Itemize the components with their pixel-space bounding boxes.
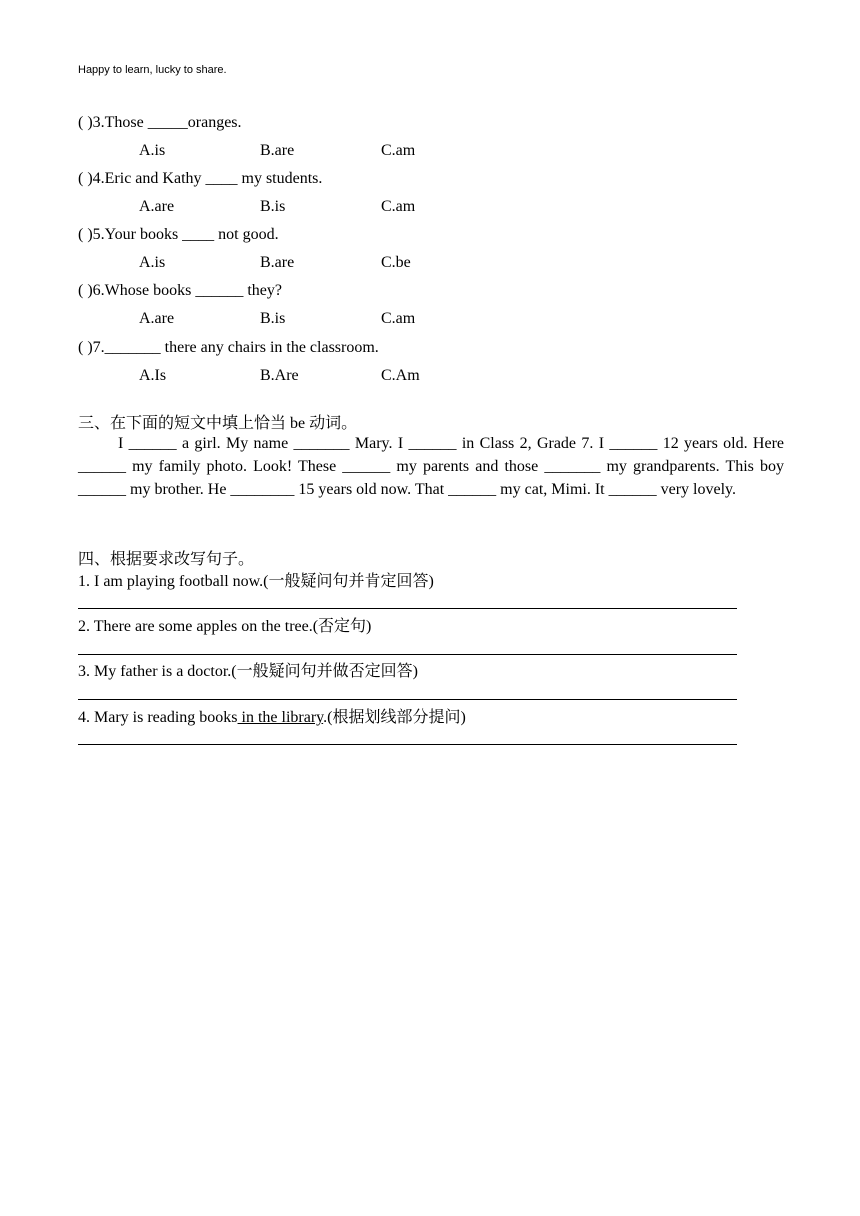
- option-b: B.are: [260, 254, 295, 271]
- option-a: A.is: [139, 254, 166, 271]
- option-c: C.be: [381, 254, 411, 271]
- option-b: B.are: [260, 142, 295, 159]
- option-c: C.am: [381, 142, 416, 159]
- rewrite-item-4-after: .(根据划线部分提问): [323, 709, 466, 726]
- question-5-options: [139, 254, 502, 272]
- passage-text: I ______ a girl. My name _______ Mary. I ______ in Class 2, Grade 7. I ______ 12 years old. Here ______ my family photo. Look! These ______ my parents and those _______ my grandparents. This boy ______ my brother. He ________ 15 years old now. That ______ my cat, Mimi. It ______ very lovely.: [78, 435, 784, 498]
- rewrite-item-2: 2. There are some apples on the tree.(否定句): [78, 618, 372, 635]
- question-3-stem: ( )3.Those _____oranges.: [78, 114, 242, 131]
- option-a: A.Is: [139, 367, 167, 384]
- question-4-options: [139, 198, 502, 216]
- option-a: A.are: [139, 198, 175, 215]
- question-6-stem: ( )6.Whose books ______ they?: [78, 282, 282, 299]
- option-c: C.Am: [381, 367, 420, 384]
- option-b: B.Are: [260, 367, 299, 384]
- option-b: B.is: [260, 198, 286, 215]
- section-3-title: 三、在下面的短文中填上恰当 be 动词。: [78, 415, 358, 432]
- underlined-phrase: in the library: [237, 709, 324, 726]
- option-c: C.am: [381, 310, 416, 327]
- question-5-stem: ( )5.Your books ____ not good.: [78, 226, 279, 243]
- rewrite-item-3: 3. My father is a doctor.(一般疑问句并做否定回答): [78, 663, 418, 680]
- answer-line-3: [78, 699, 737, 700]
- question-7-options: [139, 367, 502, 385]
- section-3-passage: [78, 432, 784, 501]
- option-b: B.is: [260, 310, 286, 327]
- option-c: C.am: [381, 198, 416, 215]
- section-4-title: 四、根据要求改写句子。: [78, 551, 255, 568]
- question-3-options: [139, 142, 502, 160]
- answer-line-4: [78, 744, 737, 745]
- answer-line-2: [78, 654, 737, 655]
- rewrite-item-1: 1. I am playing football now.(一般疑问句并肯定回答): [78, 573, 434, 590]
- question-6-options: [139, 310, 502, 328]
- option-a: A.is: [139, 142, 166, 159]
- answer-line-1: [78, 608, 737, 609]
- header-note: Happy to learn, lucky to share.: [78, 64, 227, 76]
- question-7-stem: ( )7._______ there any chairs in the classroom.: [78, 339, 379, 356]
- rewrite-item-4-before: 4. Mary is reading books: [78, 709, 238, 726]
- option-a: A.are: [139, 310, 175, 327]
- question-4-stem: ( )4.Eric and Kathy ____ my students.: [78, 170, 323, 187]
- rewrite-item-4: [78, 704, 466, 727]
